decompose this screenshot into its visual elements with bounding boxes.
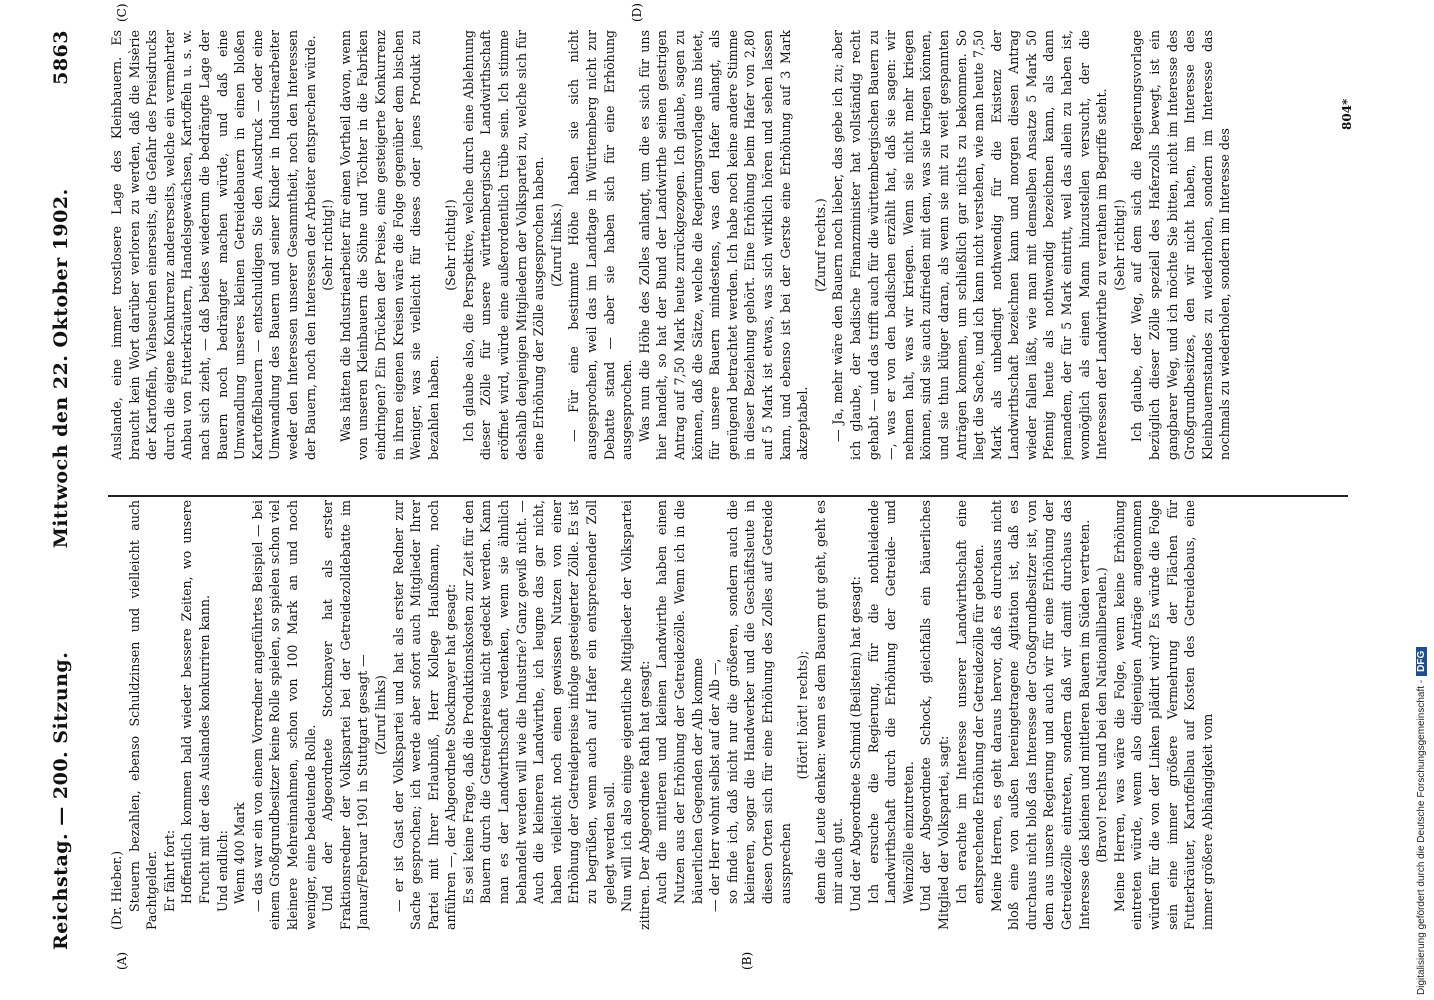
left-column-paragraph: — er ist Gast der Volkspartei und hat als erster Redner zur Sache gesprochen; ich werde aber sofort auch Mitglieder Ihrer Partei mit Ihrer Erlaubniß, Herr Kollege Haußmann, noch anführen —, der Abgeordnete Stockmayer hat gesagt: — [390, 500, 459, 930]
left-column-paragraph: Wenn 400 Mark — [232, 802, 248, 904]
left-column-paragraph: Meine Herren, es geht daraus hervor, daß es durchaus nicht bloß eine von außen hereingetragene Agitation ist, daß es durchaus nicht bloß das Interesse der Großgrundbesitzer ist, von dem aus unsere Regierung und auch wir für eine Erhöhung der Getreidezölle eintreten, sondern daß wir damit durchaus das Interesse des kleinen und mittleren Bauern im Süden vertreten. — [988, 500, 1092, 930]
digitization-credit — [1410, 0, 1434, 1000]
right-column-paragraph: — Ja, mehr wäre den Bauern noch lieber, das gebe ich zu; aber ich glaube, der badische Finanzminister hat vollständig recht gehabt — und das trifft auch für die württembergischen Bauern zu —, was er von den badischen erzählt hat, daß sie sagen: wir nehmen halt, was wir kriegen. Wenn sie nicht mehr kriegen können, sind sie auch zufrieden mit dem, was sie kriegen können, und sie thun klüger daran, als wenn sie mit zu weit gespannten Anträgen kommen, um schließlich gar nichts zu bekommen. So liegt die Sache, und ich kann nicht verstehen, wie man heute 7,50 Mark als unbedingt nothwendig für die Existenz der Landwirthschaft bezeichnen kann und morgen diesen Antrag wieder fallen läßt, wie man mit demselben Ansatze 5 Mark 50 Pfennig heute als nothwendig bezeichnen kann, als dann jemandem, der für 5 Mark eintritt, weil das allein zu haben ist, womöglich als einen Mann hinzustellen versucht, der die Interessen der Landwirthe zu verrathen im Begriffe steht. — [830, 30, 1110, 460]
right-column-paragraph: Was nun die Höhe des Zolles anlangt, um die es sich für uns hier handelt, so hat der Bund der Landwirthe seinen gestrigen Antrag auf 7,50 Mark heute zurückgezogen. Ich glaube, sagen zu können, daß die Sätze, welche die Regierungsvorlage uns bietet, für unsere Bauern mindestens, was den Hafer anlangt, als genügend betrachtet werden. Ich habe noch keine andere Stimme in dieser Beziehung gehört. Eine Erhöhung beim Hafer von 2,80 auf 5 Mark ist etwas, was sich wirklich hören und sehen lassen kann, und ebenso ist bei der Gerste eine Erhöhung auf 3 Mark akzeptabel. — [636, 30, 811, 460]
left-column-paragraph: (Hört! hört! rechts); — [795, 650, 811, 780]
right-column — [108, 30, 1348, 460]
right-column-paragraph: (Sehr richtig!) — [443, 199, 459, 291]
credit-text: Digitalisierung gefördert durch die Deutsche Forschungsgemeinschaft - — [1416, 679, 1427, 995]
left-column-paragraph: Es sei keine Frage, daß die Produktionskosten zur Zeit für den Bauern durch die Getreidepreise nicht gedeckt werden. Kann man es der Landwirthschaft verdenken, wenn sie ähnlich behandelt werden will wie die Industrie? Ganz gewiß nicht. — Auch die kleineren Landwirthe, ich leugne das gar nicht, haben vielleicht noch einen gewissen Nutzen von einer Erhöhung der Getreidepreise infolge gesteigerter Zölle. Es ist zu begrüßen, wenn auch auf Hafer ein entsprechender Zoll gelegt werden soll. — [460, 500, 617, 904]
left-column-paragraph: (Bravo! rechts und bei den Nationalliberalen.) — [1094, 567, 1110, 863]
left-column-paragraph: (Dr. Hieber.) — [109, 850, 124, 930]
left-column-paragraph: denn die Leute denken: wenn es dem Bauern gut geht, geht es mir auch gut. — [812, 500, 846, 904]
left-column-paragraph: Und der Abgeordnete Schmid (Beilstein) hat gesagt: — [847, 576, 863, 912]
page-number: 5863 — [50, 30, 72, 85]
right-column-paragraph: Was hätten die Industriearbeiter für einen Vortheil davon, wenn von unseren Kleinbauern die Söhne und Töchter in die Fabriken eindringen? Ein Drücken der Preise, eine gesteigerte Konkurrenz in ihren eigenen Kreisen wäre die Folge gegenüber dem bischen Weniger, was sie vielleicht für dieses oder jenes Produkt zu bezahlen haben. — [337, 30, 441, 460]
signature-mark: 804* — [1340, 98, 1354, 130]
left-column-paragraph: Ich erachte im Interesse unserer Landwirthschaft eine entsprechende Erhöhung der Getreidezölle für geboten. — [953, 500, 987, 904]
right-column-paragraph: (Sehr richtig!) — [320, 199, 336, 291]
left-column-paragraph: Ich ersuche die Regierung, für die nothleidende Landwirthschaft durch die Erhöhung der Getreide- und Weinzölle einzutreten. — [865, 500, 916, 904]
left-column — [108, 500, 1348, 930]
margin-marker-a: (A) — [115, 951, 129, 970]
margin-marker-b: (B) — [740, 951, 754, 970]
right-column-paragraph: (Sehr richtig!) — [1111, 199, 1127, 291]
left-column-paragraph: Nun will ich also einige eigentliche Mitglieder der Volkspartei zitiren. Der Abgeordnete Rath hat gesagt: — [619, 500, 652, 930]
rotated-page — [20, 0, 1400, 1000]
left-column-paragraph: Steuern bezahlen, ebenso Schuldzinsen und vielleicht auch Pachtgelder. — [126, 500, 160, 930]
left-column-paragraph: so finde ich, daß nicht nur die größeren, sondern auch die kleineren, sogar die Handwerker und die Geschäftsleute in diesen Orten sich für eine Erhöhung des Zolles auf Getreide aussprechen — [724, 500, 793, 904]
left-column-paragraph: Er fährt fort: — [161, 829, 177, 912]
left-column-paragraph: Und der Abgeordnete Schock, gleichfalls ein bäuerliches Mitglied der Volkspartei, sagt: — [918, 500, 951, 930]
column-divider — [108, 495, 1348, 497]
header-date: Mittwoch den 22. Oktober 1902. — [50, 188, 72, 549]
page-header — [50, 30, 90, 950]
right-column-paragraph: — Für eine bestimmte Höhe haben sie sich nicht ausgesprochen, weil das im Landtage in Württemberg nicht zur Debatte stand — aber sie haben sich für eine Erhöhung ausgesprochen. — [566, 30, 635, 460]
left-column-paragraph: — das war ein von einem Vorredner angeführtes Beispiel — bei einem Großgrundbesitzer keine Rolle spielen, so spielen schon viel kleinere Mehreinnahmen, schon von 100 Mark an und noch weniger, eine bedeutende Rolle. — [249, 500, 318, 930]
right-column-paragraph: (Zuruf links.) — [548, 203, 564, 287]
right-column-paragraph: Auslande, eine immer trostlosere Lage des Kleinbauern. Es braucht kein Wort darüber verloren zu werden, daß die Misèrie der Kartoffeln, Viehseuchen einerseits, die Gefahr des Preisdrucks durch die eigene Konkurrenz andererseits, welche ein vermehrter Anbau von Futterkräutern, Handelsgewächsen, Kartoffeln u. s. w. nach sich zieht, — daß beides wiederum die bedrängte Lage der Bauern noch bedrängter machen würde, und daß eine Umwandlung unseres kleinen Getreidebauern in einen bloßen Kartoffelbauern — entschuldigen Sie den Ausdruck — oder eine Umwandlung des Bauern und seiner Kinder in Industriearbeiter weder den Interessen unserer Gesammtheit, noch den Interessen der Bauern, noch den Interessen der Arbeiter entsprechen würde. — [109, 30, 318, 460]
left-column-paragraph: Und endlich: — [214, 830, 230, 912]
right-column-paragraph: Ich glaube, der Weg, auf dem sich die Regierungsvorlage bezüglich dieser Zölle speziell des Haferzolls bewegt, ist ein gangbarer Weg, und ich möchte Sie bitten, nicht im Interesse des Großgrundbesitzes, den wir nicht haben, im Interesse des Kleinbauernstandes zu wiederholen, sondern im Interesse das nochmals zu wiederholen, sondern im Interesse des — [1129, 30, 1233, 460]
margin-marker-d: (D) — [630, 3, 644, 22]
left-column-paragraph: — der Herr wohnt selbst auf der Alb —, — [707, 658, 723, 912]
right-column-paragraph: (Zuruf rechts.) — [812, 198, 828, 292]
left-column-paragraph: (Zuruf links) — [372, 675, 388, 755]
margin-marker-c: (C) — [115, 3, 129, 22]
left-column-paragraph: Auch die mittleren und kleinen Landwirthe haben einen Nutzen aus der Erhöhung der Getreidezölle. Wenn ich in die bäuerlichen Gegenden der Alb komme — [654, 500, 705, 904]
dfg-logo-badge: DFG — [1416, 647, 1427, 676]
header-chamber: Reichstag. — 200. Sitzung. — [50, 651, 72, 950]
left-column-paragraph: Hoffentlich kommen bald wieder bessere Zeiten, wo unsere Frucht mit der des Auslandes konkurriren kann. — [179, 500, 212, 904]
left-column-paragraph: Meine Herren, was wäre die Folge, wenn keine Erhöhung eintreten würde, wenn also diejenigen Anträge angenommen würden für die von der Linken plädirt wird? Es würde die Folge sein eine immer größere Vermehrung der Flächen für Futterkräuter, Kartoffelbau auf Kosten des Getreidebaus, eine immer größere Abhängigkeit vom — [1111, 500, 1215, 930]
left-column-paragraph: Und der Abgeordnete Stockmayer hat als erster Fraktionsredner der Volkspartei bei der Getreidezolldebatte im Januar/Februar 1901 in Stuttgart gesagt — — [320, 500, 371, 930]
right-column-paragraph: Ich glaube also, die Perspektive, welche durch eine Ablehnung dieser Zölle für unsere württembergische Landwirthschaft eröffnet wird, würde eine außerordentlich trübe sein. Ich stimme deshalb denjenigen Mitgliedern der Volkspartei zu, welche sich für eine Erhöhung der Zölle ausgesprochen haben. — [460, 30, 547, 460]
